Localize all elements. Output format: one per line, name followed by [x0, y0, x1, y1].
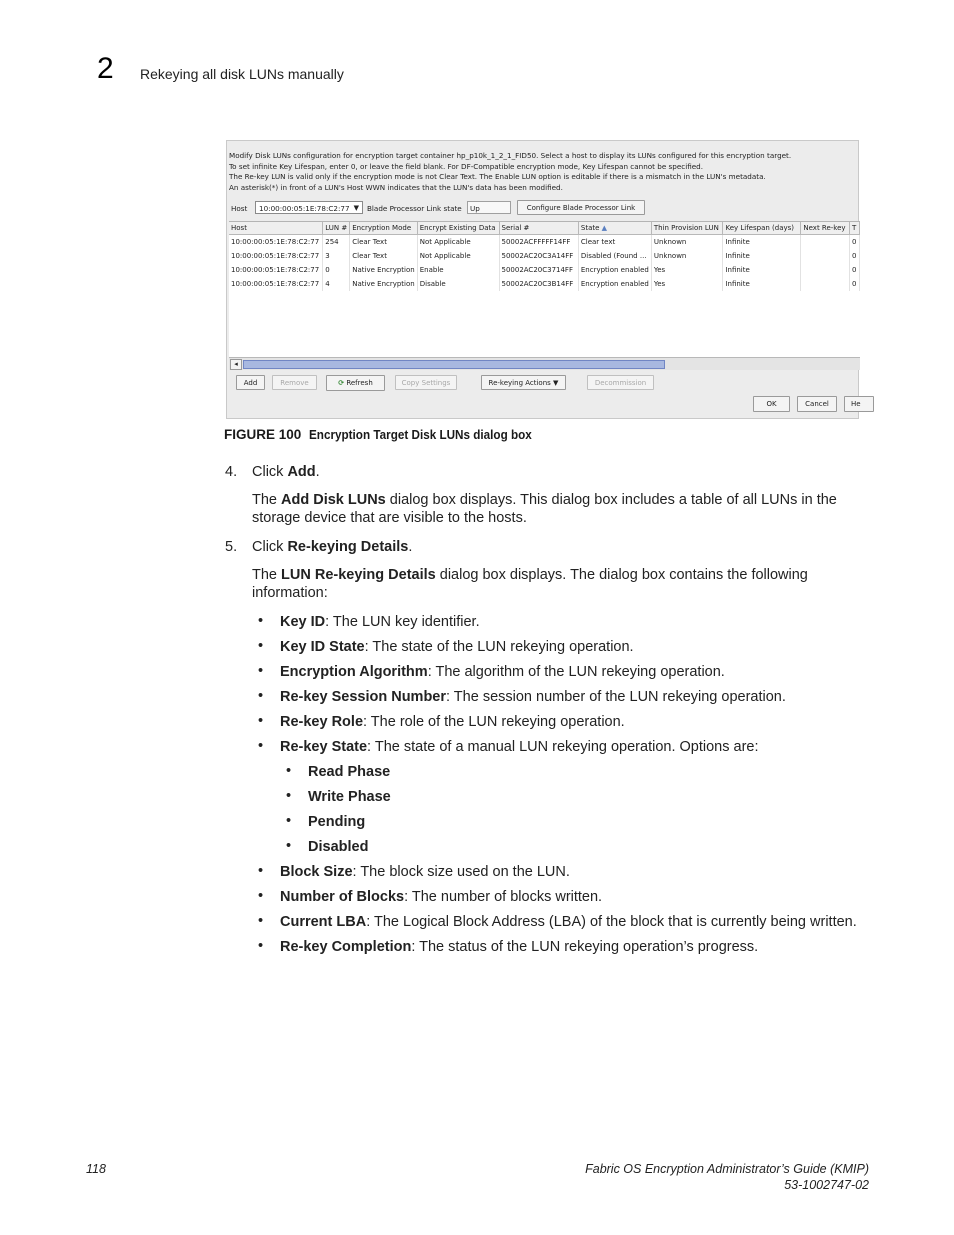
bullet-icon: • — [286, 813, 292, 829]
table-cell: Clear text — [578, 235, 651, 250]
table-cell: 50002AC20C3A14FF — [499, 249, 578, 263]
list-item — [280, 938, 758, 956]
table-cell: Encryption enabled — [578, 263, 651, 277]
luns-table-area — [229, 221, 860, 358]
scrollbar-thumb[interactable] — [243, 360, 665, 369]
cancel-button[interactable]: Cancel — [797, 396, 837, 412]
table-cell: 0 — [323, 263, 350, 277]
table-cell: Yes — [651, 263, 723, 277]
list-item — [280, 688, 786, 706]
table-cell: 0 — [850, 235, 860, 250]
table-cell: 10:00:00:05:1E:78:C2:77 — [229, 249, 323, 263]
bullet-icon: • — [258, 663, 264, 679]
info-line: To set infinite Key Lifespan, enter 0, or leave the field blank. For DF-Compatible encryption mode, Key Lifespan cannot be specified. — [229, 161, 704, 171]
bullet-icon: • — [258, 713, 264, 729]
table-cell: Clear Text — [350, 235, 417, 250]
luns-table — [229, 222, 860, 291]
step-text: . — [315, 464, 320, 480]
table-row[interactable] — [229, 235, 860, 250]
table-row[interactable] — [229, 249, 860, 263]
table-cell: Not Applicable — [417, 249, 499, 263]
table-cell: 10:00:00:05:1E:78:C2:77 — [229, 277, 323, 291]
bullet-desc: : The state of a manual LUN rekeying operation. Options are: — [367, 739, 759, 755]
sub-list-item: Write Phase — [308, 789, 391, 805]
figure-label: FIGURE 100 — [224, 427, 302, 442]
column-header[interactable]: Thin Provision LUN — [651, 222, 723, 235]
table-cell: 50002ACFFFFF14FF — [499, 235, 578, 250]
table-cell: Disable — [417, 277, 499, 291]
blade-link-label: Blade Processor Link state — [367, 204, 462, 213]
table-cell: Yes — [651, 277, 723, 291]
disk-luns-dialog — [226, 140, 859, 419]
table-cell[interactable]: Infinite — [723, 235, 801, 250]
table-cell: 10:00:00:05:1E:78:C2:77 — [229, 235, 323, 250]
table-cell — [801, 277, 850, 291]
step-5-text — [252, 538, 412, 556]
table-cell: 10:00:00:05:1E:78:C2:77 — [229, 263, 323, 277]
bullet-icon: • — [258, 638, 264, 654]
column-header[interactable]: T — [850, 222, 860, 235]
decommission-button[interactable]: Decommission — [587, 375, 654, 390]
info-line: The Re-key LUN is valid only if the encryption mode is not Clear Text. The Enable LUN option is editable if there is a mismatch in the LUN's metadata. — [229, 172, 766, 181]
info-line: Modify Disk LUNs configuration for encryption target container hp_p10k_1_2_1_FID50. Select a host to display its LUNs configured for this encryption target. — [229, 151, 792, 160]
column-header[interactable]: Encrypt Existing Data — [417, 222, 499, 235]
para-text: dialog box displays. The dialog box contains the following information: — [252, 567, 808, 601]
bullet-icon: • — [258, 913, 264, 929]
copy-settings-button[interactable]: Copy Settings — [395, 375, 457, 390]
sub-list-item: Read Phase — [308, 764, 391, 780]
list-item — [280, 863, 570, 881]
step-4-paragraph — [252, 491, 852, 527]
list-item — [280, 613, 480, 631]
refresh-icon: ⟳ — [338, 379, 345, 387]
table-cell: Encryption enabled — [578, 277, 651, 291]
refresh-button-label: Refresh — [346, 379, 373, 387]
bullet-icon: • — [286, 763, 292, 779]
para-text: dialog box displays. This dialog box includes a table of all LUNs in the storage device that are visible to the hosts. — [252, 492, 837, 526]
figure-caption: Encryption Target Disk LUNs dialog box — [309, 427, 532, 442]
step-text: . — [408, 539, 413, 555]
host-label: Host — [231, 204, 248, 213]
host-select-value: 10:00:00:05:1E:78:C2:77 — [259, 204, 350, 213]
bullet-term: Key ID — [280, 614, 326, 630]
bullet-desc: : The LUN key identifier. — [325, 614, 480, 630]
bullet-term: Re-key Session Number — [280, 689, 447, 705]
column-header[interactable]: Next Re-key — [801, 222, 850, 235]
bullet-desc: : The algorithm of the LUN rekeying operation. — [427, 664, 725, 680]
list-item — [280, 738, 759, 756]
blade-link-state-field: Up — [467, 201, 511, 214]
configure-blade-link-button[interactable]: Configure Blade Processor Link — [517, 200, 645, 215]
ui-term: Add Disk LUNs — [281, 492, 386, 508]
bullet-term: Encryption Algorithm — [280, 664, 428, 680]
bullet-term: Re-key State — [280, 739, 368, 755]
bullet-icon: • — [258, 938, 264, 954]
bullet-term: Re-key Role — [280, 714, 364, 730]
ui-term: Add — [287, 464, 316, 480]
table-header-row — [229, 222, 860, 235]
table-cell: 254 — [323, 235, 350, 250]
table-cell — [801, 249, 850, 263]
step-number: 5. — [225, 539, 238, 555]
table-cell: Unknown — [651, 235, 723, 250]
list-item — [280, 638, 634, 656]
bullet-desc: : The session number of the LUN rekeying operation. — [446, 689, 786, 705]
table-cell[interactable]: Infinite — [723, 249, 801, 263]
table-row[interactable] — [229, 263, 860, 277]
para-text: The — [252, 492, 282, 508]
table-cell: 0 — [850, 277, 860, 291]
table-cell: Enable — [417, 263, 499, 277]
bullet-desc: : The status of the LUN rekeying operation’s progress. — [411, 939, 759, 955]
step-number: 4. — [225, 464, 238, 480]
dropdown-arrow-icon: ▼ — [353, 204, 359, 212]
column-header[interactable]: Encryption Mode — [350, 222, 417, 235]
table-row[interactable] — [229, 277, 860, 291]
dropdown-arrow-icon: ▼ — [553, 379, 559, 387]
table-cell — [801, 263, 850, 277]
host-row — [231, 201, 851, 217]
horizontal-scrollbar[interactable] — [229, 357, 860, 370]
column-header-label: State — [580, 224, 600, 232]
bullet-icon: • — [258, 613, 264, 629]
table-cell: Unknown — [651, 249, 723, 263]
bullet-icon: • — [258, 738, 264, 754]
column-header[interactable]: LUN # — [323, 222, 350, 235]
step-text: Click — [252, 464, 288, 480]
dialog-info-text — [229, 151, 791, 193]
table-cell: 3 — [323, 249, 350, 263]
refresh-button[interactable] — [326, 375, 385, 391]
bullet-desc: : The state of the LUN rekeying operation. — [364, 639, 634, 655]
bullet-icon: • — [258, 688, 264, 704]
help-button[interactable]: He — [844, 396, 874, 412]
bullet-desc: : The block size used on the LUN. — [352, 864, 570, 880]
table-cell: 0 — [850, 263, 860, 277]
running-title: Rekeying all disk LUNs manually — [140, 66, 344, 82]
host-select[interactable] — [255, 201, 363, 214]
table-cell: Disabled (Found ... — [578, 249, 651, 263]
sub-list-item: Pending — [308, 814, 366, 830]
remove-button[interactable]: Remove — [272, 375, 317, 390]
column-header[interactable]: Serial # — [499, 222, 578, 235]
rekeying-actions-label: Re-keying Actions — [488, 379, 551, 387]
bullet-term: Number of Blocks — [280, 889, 405, 905]
bullet-term: Current LBA — [280, 914, 367, 930]
table-cell[interactable]: Infinite — [723, 277, 801, 291]
table-cell: Not Applicable — [417, 235, 499, 250]
info-line: An asterisk(*) in front of a LUN's Host WWN indicates that the LUN's data has been modified. — [229, 182, 563, 192]
page-number: 118 — [86, 1162, 106, 1176]
bullet-desc: : The Logical Block Address (LBA) of the block that is currently being written. — [366, 914, 857, 930]
table-cell[interactable]: Infinite — [723, 263, 801, 277]
sort-ascending-icon: ▲ — [601, 224, 608, 232]
step-text: Click — [252, 539, 288, 555]
table-cell — [801, 235, 850, 250]
column-header[interactable]: Host — [229, 222, 323, 235]
table-cell: Native Encryption — [350, 263, 417, 277]
list-item — [280, 663, 725, 681]
step-5-paragraph — [252, 566, 852, 602]
list-item — [280, 888, 602, 906]
bullet-icon: • — [258, 863, 264, 879]
ok-button[interactable]: OK — [753, 396, 790, 412]
bullet-desc: : The number of blocks written. — [404, 889, 603, 905]
rekeying-actions-button[interactable] — [481, 375, 566, 390]
bullet-desc: : The role of the LUN rekeying operation. — [363, 714, 625, 730]
chapter-number: 2 — [97, 52, 114, 85]
bullet-term: Block Size — [280, 864, 353, 880]
table-cell: Clear Text — [350, 249, 417, 263]
scroll-left-icon[interactable]: ◂ — [230, 359, 242, 370]
list-item — [280, 713, 625, 731]
doc-title: Fabric OS Encryption Administrator’s Guide (KMIP) — [585, 1162, 869, 1176]
ui-term: Re-keying Details — [287, 539, 409, 555]
ui-term: LUN Re-keying Details — [281, 567, 436, 583]
table-cell: 50002AC20C3B14FF — [499, 277, 578, 291]
sub-list-item: Disabled — [308, 839, 369, 855]
table-cell: Native Encryption — [350, 277, 417, 291]
column-header-state[interactable] — [578, 222, 651, 235]
doc-number: 53-1002747-02 — [784, 1178, 869, 1192]
bullet-term: Key ID State — [280, 639, 365, 655]
table-cell: 0 — [850, 249, 860, 263]
step-4-text — [252, 463, 320, 481]
para-text: The — [252, 567, 282, 583]
bullet-icon: • — [286, 788, 292, 804]
add-button[interactable]: Add — [236, 375, 265, 390]
table-cell: 50002AC20C3714FF — [499, 263, 578, 277]
table-cell: 4 — [323, 277, 350, 291]
column-header[interactable]: Key Lifespan (days) — [723, 222, 801, 235]
bullet-icon: • — [258, 888, 264, 904]
bullet-term: Re-key Completion — [280, 939, 412, 955]
bullet-icon: • — [286, 838, 292, 854]
list-item — [280, 913, 857, 931]
